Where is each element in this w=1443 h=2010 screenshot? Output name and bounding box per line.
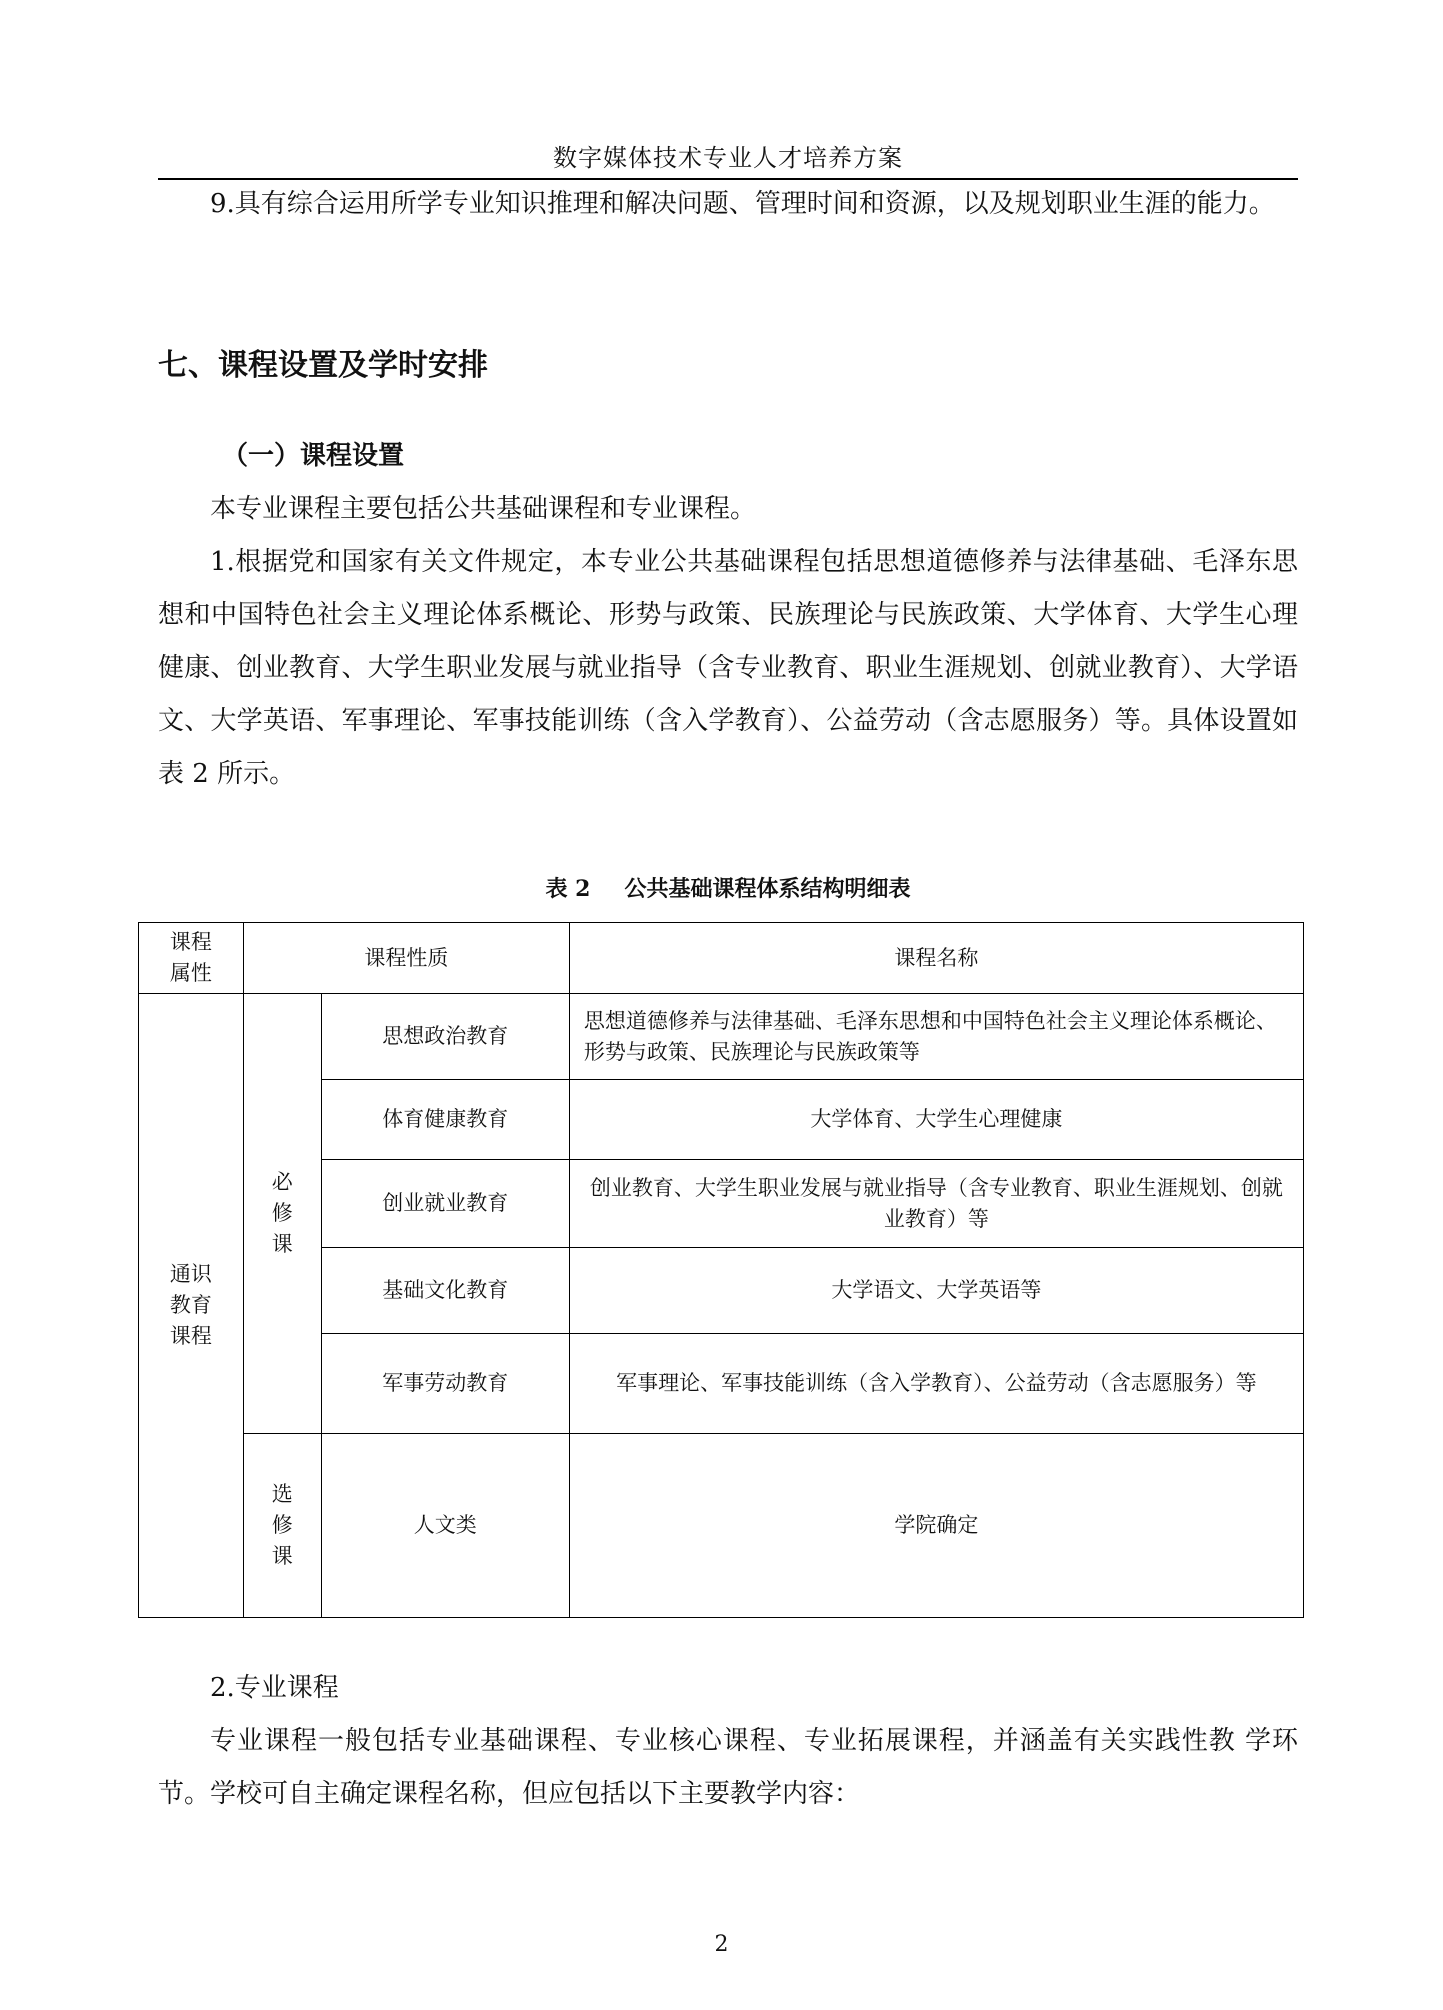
subsection-heading: （一）课程设置 bbox=[222, 441, 405, 471]
header-course-nature: 课程性质 bbox=[243, 923, 569, 994]
paragraph-item-2-text: 专业课程一般包括专业基础课程、专业核心课程、专业拓展课程，并涵盖有关实践性教 学环节。学校可自主确定课程名称，但应包括以下主要教学内容： bbox=[158, 1726, 1298, 1809]
course-names: 军事理论、军事技能训练（含入学教育）、公益劳动（含志愿服务）等 bbox=[569, 1334, 1303, 1434]
table-caption-number: 表 2 bbox=[545, 876, 591, 902]
page-number: 2 bbox=[714, 1932, 729, 1957]
table-caption-title: 公共基础课程体系结构明细表 bbox=[624, 876, 911, 902]
table-row bbox=[139, 1434, 1304, 1618]
course-names: 思想道德修养与法律基础、毛泽东思想和中国特色社会主义理论体系概论、形势与政策、民族理论与民族政策等 bbox=[569, 994, 1303, 1080]
running-header: 数字媒体技术专业人才培养方案 bbox=[553, 144, 903, 172]
course-names: 大学语文、大学英语等 bbox=[569, 1248, 1303, 1334]
paragraph-item-2-title: 2.专业课程 bbox=[210, 1673, 339, 1703]
table-row bbox=[139, 994, 1304, 1080]
required-course-label: 必修课 bbox=[243, 994, 321, 1434]
course-names: 学院确定 bbox=[569, 1434, 1303, 1618]
table-caption bbox=[158, 872, 1298, 903]
course-names: 大学体育、大学生心理健康 bbox=[569, 1080, 1303, 1160]
course-nature: 思想政治教育 bbox=[321, 994, 569, 1080]
course-attr-cell: 通识教育课程 bbox=[139, 994, 244, 1618]
table-header-row bbox=[139, 923, 1304, 994]
course-nature: 人文类 bbox=[321, 1434, 569, 1618]
course-nature: 军事劳动教育 bbox=[321, 1334, 569, 1434]
paragraph-item-1: 1.根据党和国家有关文件规定，本专业公共基础课程包括思想道德修养与法律基础、毛泽东思想和中国特色社会主义理论体系概论、形势与政策、民族理论与民族政策、大学体育、大学生心理健康、创业教育、大学生职业发展与就业指导（含专业教育、职业生涯规划、创就业教育）、大学语文、大学英语、军事理论、军事技能训练（含入学教育）、公益劳动（含志愿服务）等。具体设置如表 2 所示。 bbox=[158, 547, 1298, 789]
course-nature: 创业就业教育 bbox=[321, 1160, 569, 1248]
header-course-attr: 课程属性 bbox=[139, 923, 244, 994]
section-heading: 七、课程设置及学时安排 bbox=[158, 348, 488, 383]
header-course-name: 课程名称 bbox=[569, 923, 1303, 994]
course-nature: 基础文化教育 bbox=[321, 1248, 569, 1334]
paragraph-item-9: 9.具有综合运用所学专业知识推理和解决问题、管理时间和资源，以及规划职业生涯的能力。 bbox=[210, 189, 1275, 219]
course-structure-table bbox=[138, 922, 1304, 1618]
elective-course-label: 选修课 bbox=[243, 1434, 321, 1618]
paragraph-intro: 本专业课程主要包括公共基础课程和专业课程。 bbox=[210, 494, 757, 524]
course-names: 创业教育、大学生职业发展与就业指导（含专业教育、职业生涯规划、创就业教育）等 bbox=[569, 1160, 1303, 1248]
course-nature: 体育健康教育 bbox=[321, 1080, 569, 1160]
